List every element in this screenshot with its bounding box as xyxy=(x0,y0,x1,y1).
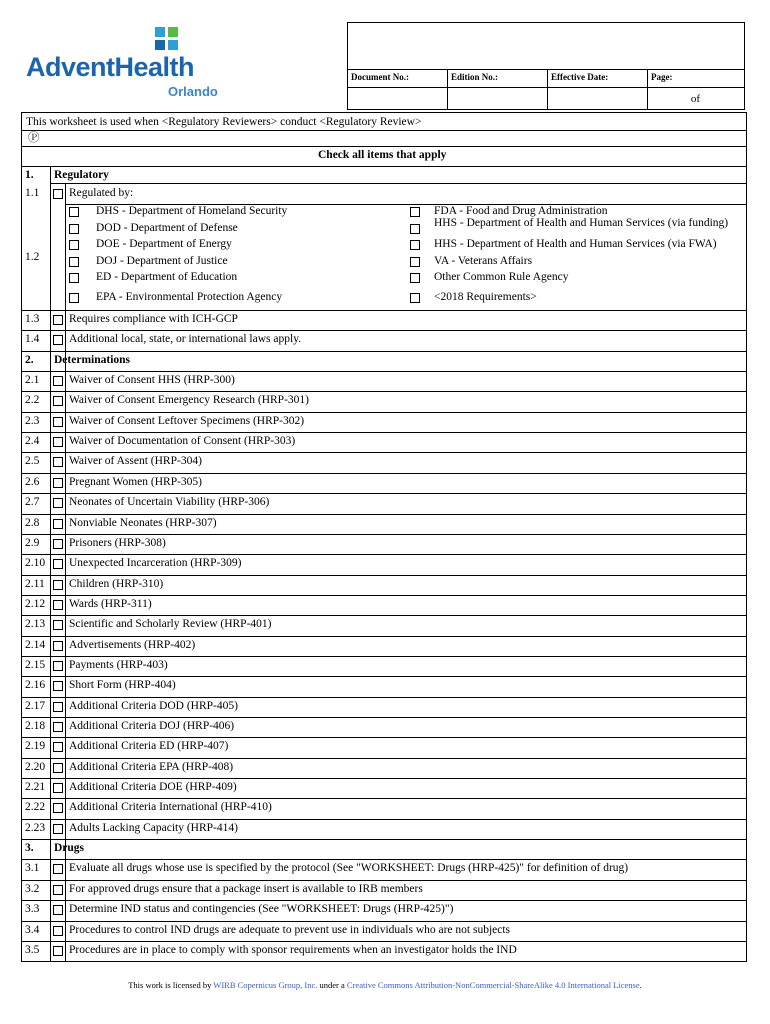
item-1-4-number: 1.4 xyxy=(25,333,40,346)
footer-pre: This work is licensed by xyxy=(128,980,214,990)
item-2-6-number: 2.6 xyxy=(25,475,40,488)
item-1-3-number: 1.3 xyxy=(25,313,40,325)
item-2-11-checkbox[interactable] xyxy=(53,580,63,590)
item-2-3-number: 2.3 xyxy=(25,414,40,427)
item-2-4-number: 2.4 xyxy=(25,435,40,448)
agency-checkbox-right-5[interactable] xyxy=(410,293,420,303)
section-3-number: 3. xyxy=(25,842,34,855)
item-3-1-checkbox[interactable] xyxy=(53,864,63,874)
item-2-21-label: Additional Criteria DOE (HRP-409) xyxy=(69,781,237,794)
item-3-5-checkbox[interactable] xyxy=(53,946,63,956)
section-2-title: Determinations xyxy=(54,353,131,366)
item-2-1-checkbox[interactable] xyxy=(53,376,63,386)
item-2-18-checkbox[interactable] xyxy=(53,722,63,732)
item-2-21-checkbox[interactable] xyxy=(53,783,63,793)
item-2-19-checkbox[interactable] xyxy=(53,742,63,752)
item-2-14-number: 2.14 xyxy=(25,638,46,651)
agency-label-left-4: ED - Department of Education xyxy=(96,271,238,283)
item-2-22-label: Additional Criteria International (HRP-410) xyxy=(69,801,272,814)
row-divider xyxy=(22,921,746,922)
edition-no-cell xyxy=(448,70,548,110)
checkbox-column-divider xyxy=(65,183,66,962)
item-2-7-label: Neonates of Uncertain Viability (HRP-306) xyxy=(69,496,270,509)
item-3-3-number: 3.3 xyxy=(25,903,40,916)
item-1-4-checkbox[interactable] xyxy=(53,335,63,345)
row-divider xyxy=(22,880,746,881)
license-footer xyxy=(0,980,770,990)
document-title-cell xyxy=(348,23,744,70)
footer-org-link[interactable]: WIRB Copernicus Group, Inc. xyxy=(213,980,318,990)
footer-mid: under a xyxy=(317,980,347,990)
agency-label-right-3: VA - Veterans Affairs xyxy=(434,255,533,267)
row-divider xyxy=(22,432,746,433)
item-2-8-number: 2.8 xyxy=(25,516,40,529)
item-3-5-number: 3.5 xyxy=(25,943,40,956)
agency-label-left-3: DOJ - Department of Justice xyxy=(96,255,228,267)
agency-checkbox-right-0[interactable] xyxy=(410,207,420,217)
agency-checkbox-right-3[interactable] xyxy=(410,257,420,267)
intro-text: This worksheet is used when <Regulatory Reviewers> conduct <Regulatory Review> xyxy=(26,116,422,128)
row-divider xyxy=(22,859,746,860)
advent-health-logo xyxy=(26,26,236,102)
agency-checkbox-left-2[interactable] xyxy=(69,240,79,250)
item-2-23-checkbox[interactable] xyxy=(53,824,63,834)
agency-checkbox-right-1[interactable] xyxy=(410,224,420,234)
row-divider xyxy=(22,391,746,392)
item-2-5-checkbox[interactable] xyxy=(53,457,63,467)
document-info-box xyxy=(347,22,745,110)
section-1-title: Regulatory xyxy=(54,169,109,181)
item-2-13-label: Scientific and Scholarly Review (HRP-401) xyxy=(69,618,272,631)
row-divider xyxy=(22,615,746,616)
row-divider xyxy=(22,452,746,453)
row-divider xyxy=(22,778,746,779)
agency-label-left-2: DOE - Department of Energy xyxy=(96,238,232,250)
item-2-8-checkbox[interactable] xyxy=(53,519,63,529)
item-1-4-label: Additional local, state, or international laws apply. xyxy=(69,333,302,346)
row-divider xyxy=(22,758,746,759)
agency-label-right-5: <2018 Requirements> xyxy=(434,291,537,303)
worksheet-table xyxy=(21,112,747,962)
row-divider xyxy=(22,697,746,698)
item-1-3-label: Requires compliance with ICH-GCP xyxy=(69,313,238,325)
row-divider xyxy=(22,310,746,311)
row-divider xyxy=(22,595,746,596)
item-2-4-label: Waiver of Documentation of Consent (HRP-303) xyxy=(69,435,296,448)
item-3-4-checkbox[interactable] xyxy=(53,926,63,936)
row-divider xyxy=(22,676,746,677)
item-2-16-checkbox[interactable] xyxy=(53,681,63,691)
item-2-23-number: 2.23 xyxy=(25,821,46,834)
item-2-15-number: 2.15 xyxy=(25,658,46,671)
item-2-20-number: 2.20 xyxy=(25,760,46,773)
item-2-5-label: Waiver of Assent (HRP-304) xyxy=(69,455,202,468)
row-divider xyxy=(50,183,746,184)
item-1-1-number: 1.1 xyxy=(25,187,40,199)
item-2-6-label: Pregnant Women (HRP-305) xyxy=(69,475,203,488)
agency-label-left-0: DHS - Department of Homeland Security xyxy=(96,205,288,217)
item-2-23-label: Adults Lacking Capacity (HRP-414) xyxy=(69,821,238,834)
item-2-8-label: Nonviable Neonates (HRP-307) xyxy=(69,516,217,529)
effective-date-label: Effective Date: xyxy=(551,72,609,82)
row-divider xyxy=(22,717,746,718)
item-2-10-label: Unexpected Incarceration (HRP-309) xyxy=(69,557,242,570)
section-1-number: 1. xyxy=(25,169,34,181)
item-2-16-number: 2.16 xyxy=(25,679,46,692)
doc-box-divider xyxy=(348,87,744,88)
row-divider xyxy=(22,146,746,147)
item-2-16-label: Short Form (HRP-404) xyxy=(69,679,176,692)
agency-checkbox-left-0[interactable] xyxy=(69,207,79,217)
item-2-7-checkbox[interactable] xyxy=(53,498,63,508)
checkbox-1-1[interactable] xyxy=(53,189,63,199)
item-2-19-label: Additional Criteria ED (HRP-407) xyxy=(69,740,229,753)
item-2-17-number: 2.17 xyxy=(25,699,46,712)
item-2-11-number: 2.11 xyxy=(25,577,45,590)
item-2-13-checkbox[interactable] xyxy=(53,620,63,630)
agency-checkbox-left-1[interactable] xyxy=(69,224,79,234)
agency-checkbox-left-5[interactable] xyxy=(69,293,79,303)
item-2-3-label: Waiver of Consent Leftover Specimens (HRP-302) xyxy=(69,414,305,427)
item-2-22-number: 2.22 xyxy=(25,801,46,814)
row-divider xyxy=(22,534,746,535)
item-2-12-checkbox[interactable] xyxy=(53,600,63,610)
check-all-heading: Check all items that apply xyxy=(318,149,447,161)
row-divider xyxy=(22,798,746,799)
agency-label-right-4: Other Common Rule Agency xyxy=(434,271,569,283)
item-3-1-label: Evaluate all drugs whose use is specified by the protocol (See "WORKSHEET: Drugs (HRP-425)" for definition of drug) xyxy=(69,862,629,875)
item-2-6-checkbox[interactable] xyxy=(53,478,63,488)
item-2-5-number: 2.5 xyxy=(25,455,40,468)
section-3-title: Drugs xyxy=(54,842,85,855)
effective-date-cell xyxy=(548,70,648,110)
row-divider xyxy=(22,575,746,576)
row-divider xyxy=(22,737,746,738)
item-3-1-number: 3.1 xyxy=(25,862,40,875)
row-divider xyxy=(22,166,746,167)
footer-post: . xyxy=(639,980,642,990)
row-divider xyxy=(22,473,746,474)
item-3-3-label: Determine IND status and contingencies (See "WORKSHEET: Drugs (HRP-425)") xyxy=(69,903,454,916)
agency-label-right-1: HHS - Department of Health and Human Services (via funding) xyxy=(434,217,729,229)
item-3-3-checkbox[interactable] xyxy=(53,905,63,915)
row-divider xyxy=(22,371,746,372)
item-2-12-label: Wards (HRP-311) xyxy=(69,597,152,610)
item-2-17-checkbox[interactable] xyxy=(53,702,63,712)
item-2-13-number: 2.13 xyxy=(25,618,46,631)
item-2-18-label: Additional Criteria DOJ (HRP-406) xyxy=(69,720,235,732)
item-1-3-checkbox[interactable] xyxy=(53,315,63,325)
item-3-2-checkbox[interactable] xyxy=(53,885,63,895)
item-2-2-number: 2.2 xyxy=(25,394,40,407)
item-2-20-checkbox[interactable] xyxy=(53,763,63,773)
agency-label-right-2: HHS - Department of Health and Human Services (via FWA) xyxy=(434,238,717,250)
row-divider xyxy=(22,130,746,131)
item-2-10-checkbox[interactable] xyxy=(53,559,63,569)
item-2-9-number: 2.9 xyxy=(25,536,40,549)
footer-license-link[interactable]: Creative Commons Attribution-NonCommercial-ShareAlike 4.0 International License xyxy=(346,980,640,990)
agency-checkbox-left-3[interactable] xyxy=(69,257,79,267)
logo-mark-icon xyxy=(154,26,180,52)
agency-checkbox-right-2[interactable] xyxy=(410,240,420,250)
agency-checkbox-left-4[interactable] xyxy=(69,273,79,283)
row-divider xyxy=(22,514,746,515)
row-divider xyxy=(22,839,746,840)
section-2-number: 2. xyxy=(25,353,34,366)
item-2-22-checkbox[interactable] xyxy=(53,803,63,813)
item-2-2-label: Waiver of Consent Emergency Research (HRP-301) xyxy=(69,394,309,407)
document-no-label: Document No.: xyxy=(351,72,409,82)
agency-label-left-1: DOD - Department of Defense xyxy=(96,222,238,234)
item-1-1-label: Regulated by: xyxy=(69,187,134,199)
item-2-7-number: 2.7 xyxy=(25,496,40,509)
logo-location: Orlando xyxy=(168,84,218,99)
agency-checkbox-right-4[interactable] xyxy=(410,273,420,283)
edition-no-label: Edition No.: xyxy=(451,72,499,82)
item-2-9-checkbox[interactable] xyxy=(53,539,63,549)
row-divider xyxy=(22,493,746,494)
item-2-2-checkbox[interactable] xyxy=(53,396,63,406)
item-2-18-number: 2.18 xyxy=(25,720,46,732)
agency-label-left-5: EPA - Environmental Protection Agency xyxy=(96,291,283,303)
row-divider xyxy=(22,330,746,331)
item-2-17-label: Additional Criteria DOD (HRP-405) xyxy=(69,699,238,712)
item-2-15-checkbox[interactable] xyxy=(53,661,63,671)
item-2-12-number: 2.12 xyxy=(25,597,46,610)
item-3-2-label: For approved drugs ensure that a package insert is available to IRB members xyxy=(69,882,423,895)
item-2-11-label: Children (HRP-310) xyxy=(69,577,164,590)
p-marker: Ⓟ xyxy=(28,132,40,144)
item-2-14-label: Advertisements (HRP-402) xyxy=(69,638,196,651)
item-2-15-label: Payments (HRP-403) xyxy=(69,658,168,671)
row-divider xyxy=(22,636,746,637)
item-2-3-checkbox[interactable] xyxy=(53,417,63,427)
row-divider xyxy=(22,656,746,657)
item-3-5-label: Procedures are in place to comply with sponsor requirements when an investigator holds the IND xyxy=(69,943,517,956)
item-3-2-number: 3.2 xyxy=(25,882,40,895)
item-2-14-checkbox[interactable] xyxy=(53,641,63,651)
logo-name: AdventHealth xyxy=(26,52,195,82)
item-2-21-number: 2.21 xyxy=(25,781,46,794)
item-3-4-label: Procedures to control IND drugs are adequate to prevent use in individuals who are not subjects xyxy=(69,923,511,936)
row-divider xyxy=(22,819,746,820)
item-2-19-number: 2.19 xyxy=(25,740,46,753)
number-column-divider xyxy=(50,166,51,962)
row-divider xyxy=(22,554,746,555)
item-1-2-number: 1.2 xyxy=(25,251,40,263)
agency-label-right-0: FDA - Food and Drug Administration xyxy=(434,205,608,217)
item-2-4-checkbox[interactable] xyxy=(53,437,63,447)
row-divider xyxy=(22,900,746,901)
item-2-10-number: 2.10 xyxy=(25,557,46,570)
page-of-text: of xyxy=(690,93,700,105)
row-divider xyxy=(22,412,746,413)
row-divider xyxy=(22,941,746,942)
item-2-20-label: Additional Criteria EPA (HRP-408) xyxy=(69,760,234,773)
row-divider xyxy=(22,351,746,352)
item-2-1-number: 2.1 xyxy=(25,374,40,387)
item-2-9-label: Prisoners (HRP-308) xyxy=(69,536,166,549)
item-2-1-label: Waiver of Consent HHS (HRP-300) xyxy=(69,374,235,387)
document-no-cell xyxy=(348,70,448,110)
page-label: Page: xyxy=(651,72,673,82)
item-3-4-number: 3.4 xyxy=(25,923,40,936)
